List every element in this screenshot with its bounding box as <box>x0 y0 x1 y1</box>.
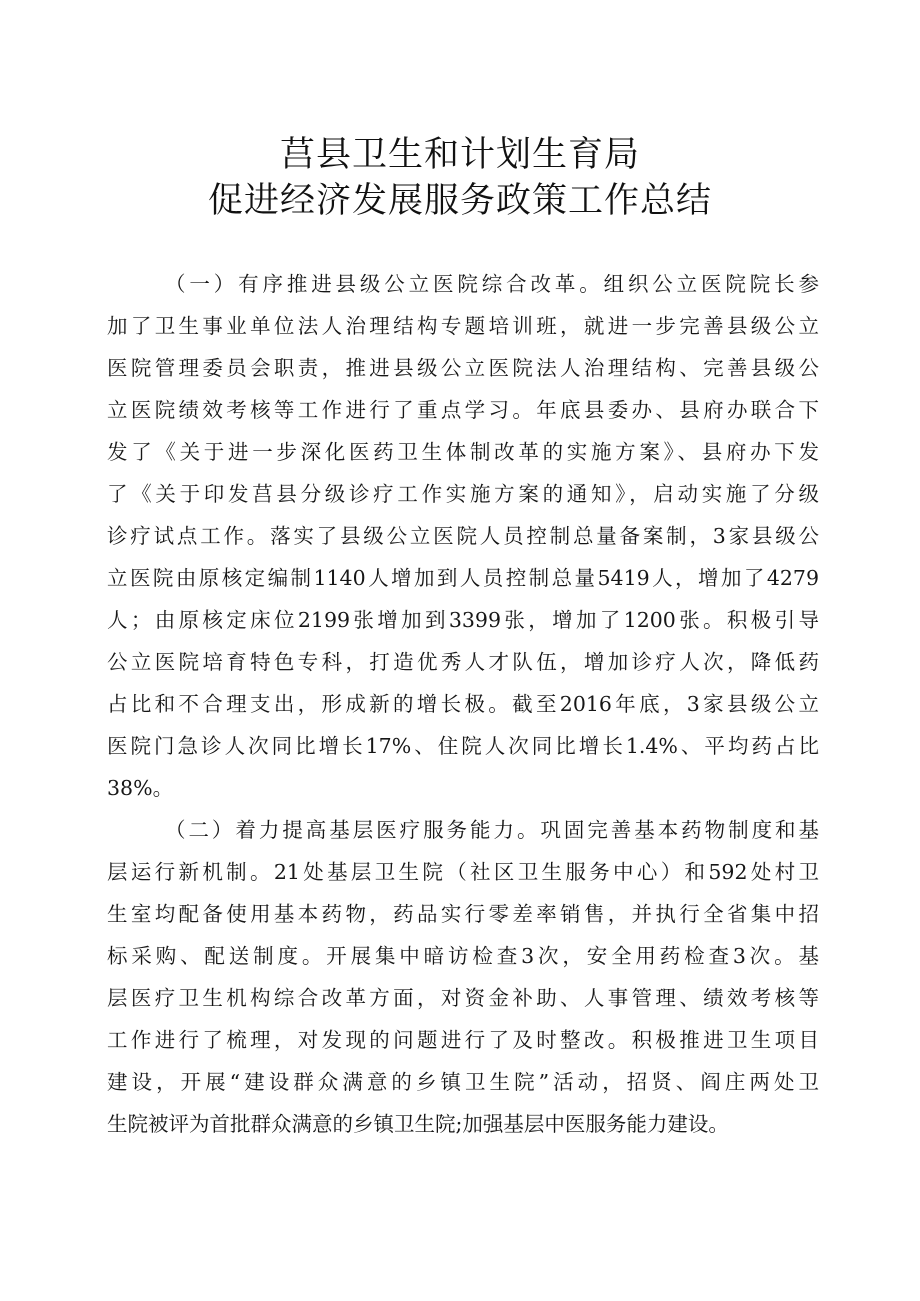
document-title <box>0 132 920 224</box>
text-line: 建设，开展“建设群众满意的乡镇卫生院”活动，招贤、阎庄两处卫 <box>107 1070 819 1094</box>
paragraph-2 <box>107 809 819 1145</box>
document-body <box>107 263 819 1145</box>
text-line: 医院门急诊人次同比增长17%、住院人次同比增长1.4%、平均药占比 <box>107 734 819 758</box>
text-line: （一）有序推进县级公立医院综合改革。组织公立医院院长参 <box>165 272 819 296</box>
text-line: 占比和不合理支出，形成新的增长极。截至2016年底，3家县级公立 <box>107 692 819 716</box>
text-line: 发了《关于进一步深化医药卫生体制改革的实施方案》、县府办下发 <box>107 440 819 464</box>
paragraph-1 <box>107 263 819 809</box>
text-line: 公立医院培育特色专科，打造优秀人才队伍，增加诊疗人次，降低药 <box>107 650 819 674</box>
text-line: 立医院由原核定编制1140人增加到人员控制总量5419人，增加了4279 <box>107 566 819 590</box>
text-line: 立医院绩效考核等工作进行了重点学习。年底县委办、县府办联合下 <box>107 398 819 422</box>
text-line: 人；由原核定床位2199张增加到3399张，增加了1200张。积极引导 <box>107 608 819 632</box>
text-line: 加了卫生事业单位法人治理结构专题培训班，就进一步完善县级公立 <box>107 314 819 338</box>
text-line: 生院被评为首批群众满意的乡镇卫生院;加强基层中医服务能力建设。 <box>107 1112 729 1136</box>
text-line: 38%。 <box>107 776 174 800</box>
text-line: 诊疗试点工作。落实了县级公立医院人员控制总量备案制，3家县级公 <box>107 524 819 548</box>
title-line-1: 莒县卫生和计划生育局 <box>279 135 640 175</box>
text-line: 了《关于印发莒县分级诊疗工作实施方案的通知》，启动实施了分级 <box>107 482 819 506</box>
text-line: 标采购、配送制度。开展集中暗访检查3次，安全用药检查3次。基 <box>107 944 819 968</box>
text-line: 层运行新机制。21处基层卫生院（社区卫生服务中心）和592处村卫 <box>107 860 819 884</box>
text-line: （二）着力提高基层医疗服务能力。巩固完善基本药物制度和基 <box>165 818 819 842</box>
text-line: 层医疗卫生机构综合改革方面，对资金补助、人事管理、绩效考核等 <box>107 986 819 1010</box>
title-line-2: 促进经济发展服务政策工作总结 <box>207 181 712 221</box>
text-line: 生室均配备使用基本药物，药品实行零差率销售，并执行全省集中招 <box>107 902 819 926</box>
text-line: 医院管理委员会职责，推进县级公立医院法人治理结构、完善县级公 <box>107 356 819 380</box>
text-line: 工作进行了梳理，对发现的问题进行了及时整改。积极推进卫生项目 <box>107 1028 819 1052</box>
